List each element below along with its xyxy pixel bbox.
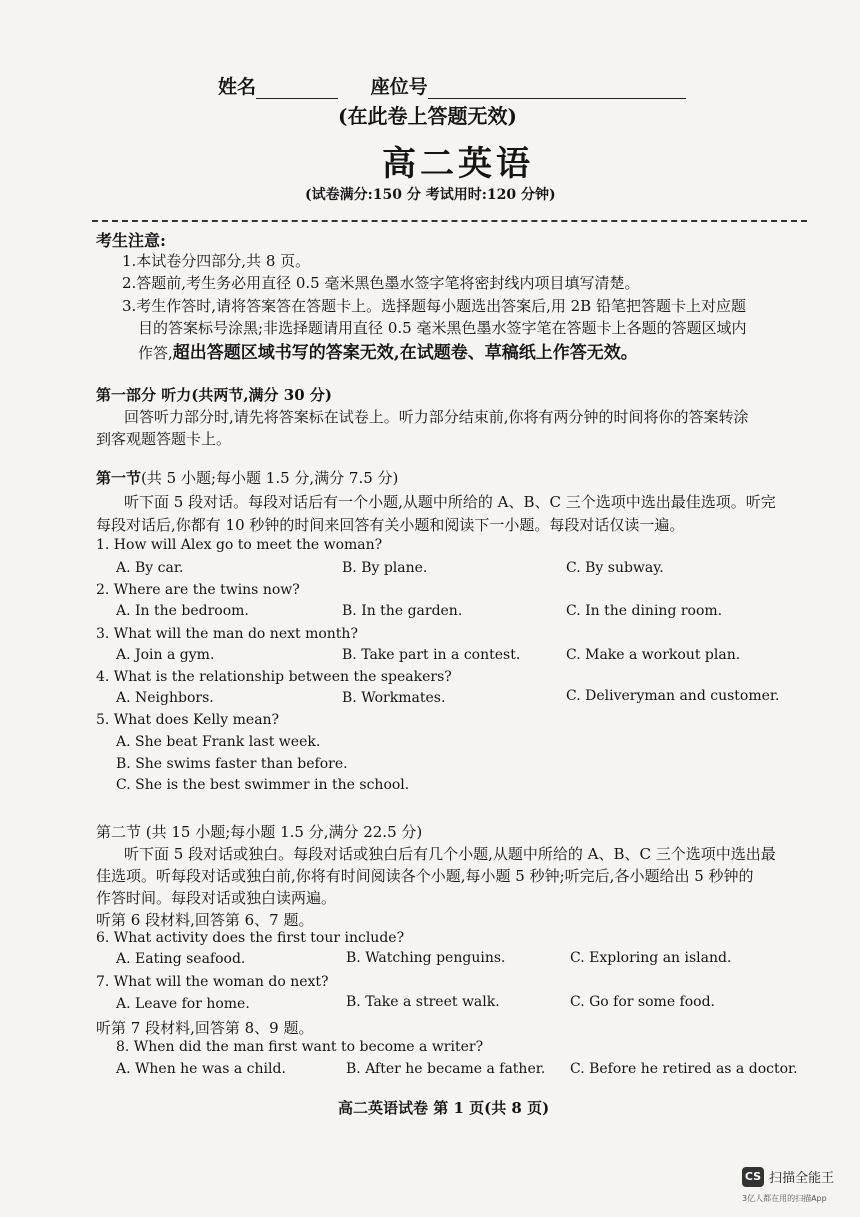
- q7-option-c: C. Go for some food.: [570, 994, 716, 1010]
- section1-intro-line2: 每段对话后,你都有 10 秒钟的时间来回答有关小题和阅读下一小题。每段对话仅读一遍。: [96, 516, 685, 534]
- notice-heading: 考生注意:: [96, 231, 166, 250]
- q2-stem: 2. Where are the twins now?: [96, 582, 300, 598]
- notice-item-2: 2.答题前,考生务必用直径 0.5 毫米黑色墨水签字笔将密封线内项目填写清楚。: [122, 274, 640, 292]
- q5-option-c: C. She is the best swimmer in the school.: [116, 777, 410, 793]
- section2-intro-line1: 听下面 5 段对话或独白。每段对话或独白后有几个小题,从题中所给的 A、B、C 三个选项中选出最: [124, 845, 776, 863]
- q5-option-b: B. She swims faster than before.: [116, 756, 348, 772]
- scanner-logo-icon: CS: [742, 1167, 764, 1187]
- q8-stem: 8. When did the man first want to become a writer?: [116, 1039, 484, 1055]
- q2-option-b: B. In the garden.: [342, 603, 463, 619]
- divider-top: [92, 220, 807, 222]
- q8-option-a: A. When he was a child.: [116, 1061, 286, 1077]
- section2-heading: 第二节 (共 15 小题;每小题 1.5 分,满分 22.5 分): [96, 823, 423, 841]
- part1-intro-line1: 回答听力部分时,请先将答案标在试卷上。听力部分结束前,你将有两分钟的时间将你的答案转涂: [124, 408, 749, 426]
- q1-option-a: A. By car.: [116, 560, 184, 576]
- part1-heading: 第一部分 听力(共两节,满分 30 分): [96, 386, 332, 404]
- name-blank: [256, 84, 338, 99]
- q1-option-c: C. By subway.: [566, 560, 664, 576]
- notice-item-3-line3: [138, 338, 638, 363]
- section1-intro-line1: 听下面 5 段对话。每段对话后有一个小题,从题中所给的 A、B、C 三个选项中选出最佳选项。听完: [124, 493, 776, 511]
- q6-option-b: B. Watching penguins.: [346, 950, 506, 966]
- q8-option-b: B. After he became a father.: [346, 1061, 546, 1077]
- notice-item-3-line1: 3.考生作答时,请将答案答在答题卡上。选择题每小题选出答案后,用 2B 铅笔把答题卡上对应题: [122, 297, 746, 315]
- q4-option-a: A. Neighbors.: [116, 690, 214, 706]
- q6-stem: 6. What activity does the first tour include?: [96, 930, 405, 946]
- q5-option-a: A. She beat Frank last week.: [116, 734, 321, 750]
- seat-blank: [428, 84, 686, 99]
- exam-meta: (试卷满分:150 分 考试用时:120 分钟): [305, 187, 556, 203]
- q6-option-a: A. Eating seafood.: [116, 951, 246, 967]
- page-footer: 高二英语试卷 第 1 页(共 8 页): [338, 1099, 550, 1117]
- q1-option-b: B. By plane.: [342, 560, 428, 576]
- q3-stem: 3. What will the man do next month?: [96, 626, 358, 642]
- q4-option-b: B. Workmates.: [342, 690, 446, 706]
- scanner-watermark: [742, 1166, 834, 1187]
- invalid-note: (在此卷上答题无效): [338, 104, 517, 128]
- q3-option-b: B. Take part in a contest.: [342, 647, 521, 663]
- q2-option-c: C. In the dining room.: [566, 603, 723, 619]
- section2-intro-line3: 作答时间。每段对话或独白读两遍。: [96, 889, 337, 907]
- page-title: 高二英语: [382, 144, 534, 184]
- q5-stem: 5. What does Kelly mean?: [96, 712, 280, 728]
- scanner-app-name: 扫描全能王: [769, 1171, 835, 1186]
- q7-option-b: B. Take a street walk.: [346, 994, 500, 1010]
- q7-option-a: A. Leave for home.: [116, 996, 250, 1012]
- part1-intro-line2: 到客观题答题卡上。: [96, 430, 232, 448]
- q2-option-a: A. In the bedroom.: [116, 603, 249, 619]
- notice-emphasis: 超出答题区域书写的答案无效,在试题卷、草稿纸上作答无效。: [172, 343, 638, 363]
- notice-item-3-line2: 目的答案标号涂黑;非选择题请用直径 0.5 毫米黑色墨水签字笔在答题卡上各题的答题区域内: [138, 319, 747, 337]
- name-label: 姓名: [218, 76, 257, 98]
- material-6-label: 听第 6 段材料,回答第 6、7 题。: [96, 911, 314, 929]
- scanner-tagline: 3亿人都在用的扫描App: [742, 1194, 827, 1203]
- q4-stem: 4. What is the relationship between the speakers?: [96, 669, 452, 685]
- q6-option-c: C. Exploring an island.: [570, 950, 732, 966]
- q3-option-a: A. Join a gym.: [116, 647, 215, 663]
- material-7-label: 听第 7 段材料,回答第 8、9 题。: [96, 1019, 314, 1037]
- section2-intro-line2: 佳选项。听每段对话或独白前,你将有时间阅读各个小题,每小题 5 秒钟;听完后,各小题给出 5 秒钟的: [96, 867, 754, 885]
- section1-heading: [96, 467, 398, 488]
- name-seat-line: [218, 72, 686, 99]
- section1-heading-detail: (共 5 小题;每小题 1.5 分,满分 7.5 分): [141, 469, 399, 487]
- q7-stem: 7. What will the woman do next?: [96, 974, 329, 990]
- q1-stem: 1. How will Alex go to meet the woman?: [96, 537, 383, 553]
- q4-option-c: C. Deliveryman and customer.: [566, 688, 780, 704]
- q8-option-c: C. Before he retired as a doctor.: [570, 1061, 798, 1077]
- seat-label: 座位号: [370, 76, 428, 98]
- q3-option-c: C. Make a workout plan.: [566, 647, 741, 663]
- notice-item-3-line3-a: 作答,: [138, 344, 173, 362]
- notice-item-1: 1.本试卷分四部分,共 8 页。: [122, 252, 311, 270]
- section1-heading-label: 第一节: [96, 469, 142, 487]
